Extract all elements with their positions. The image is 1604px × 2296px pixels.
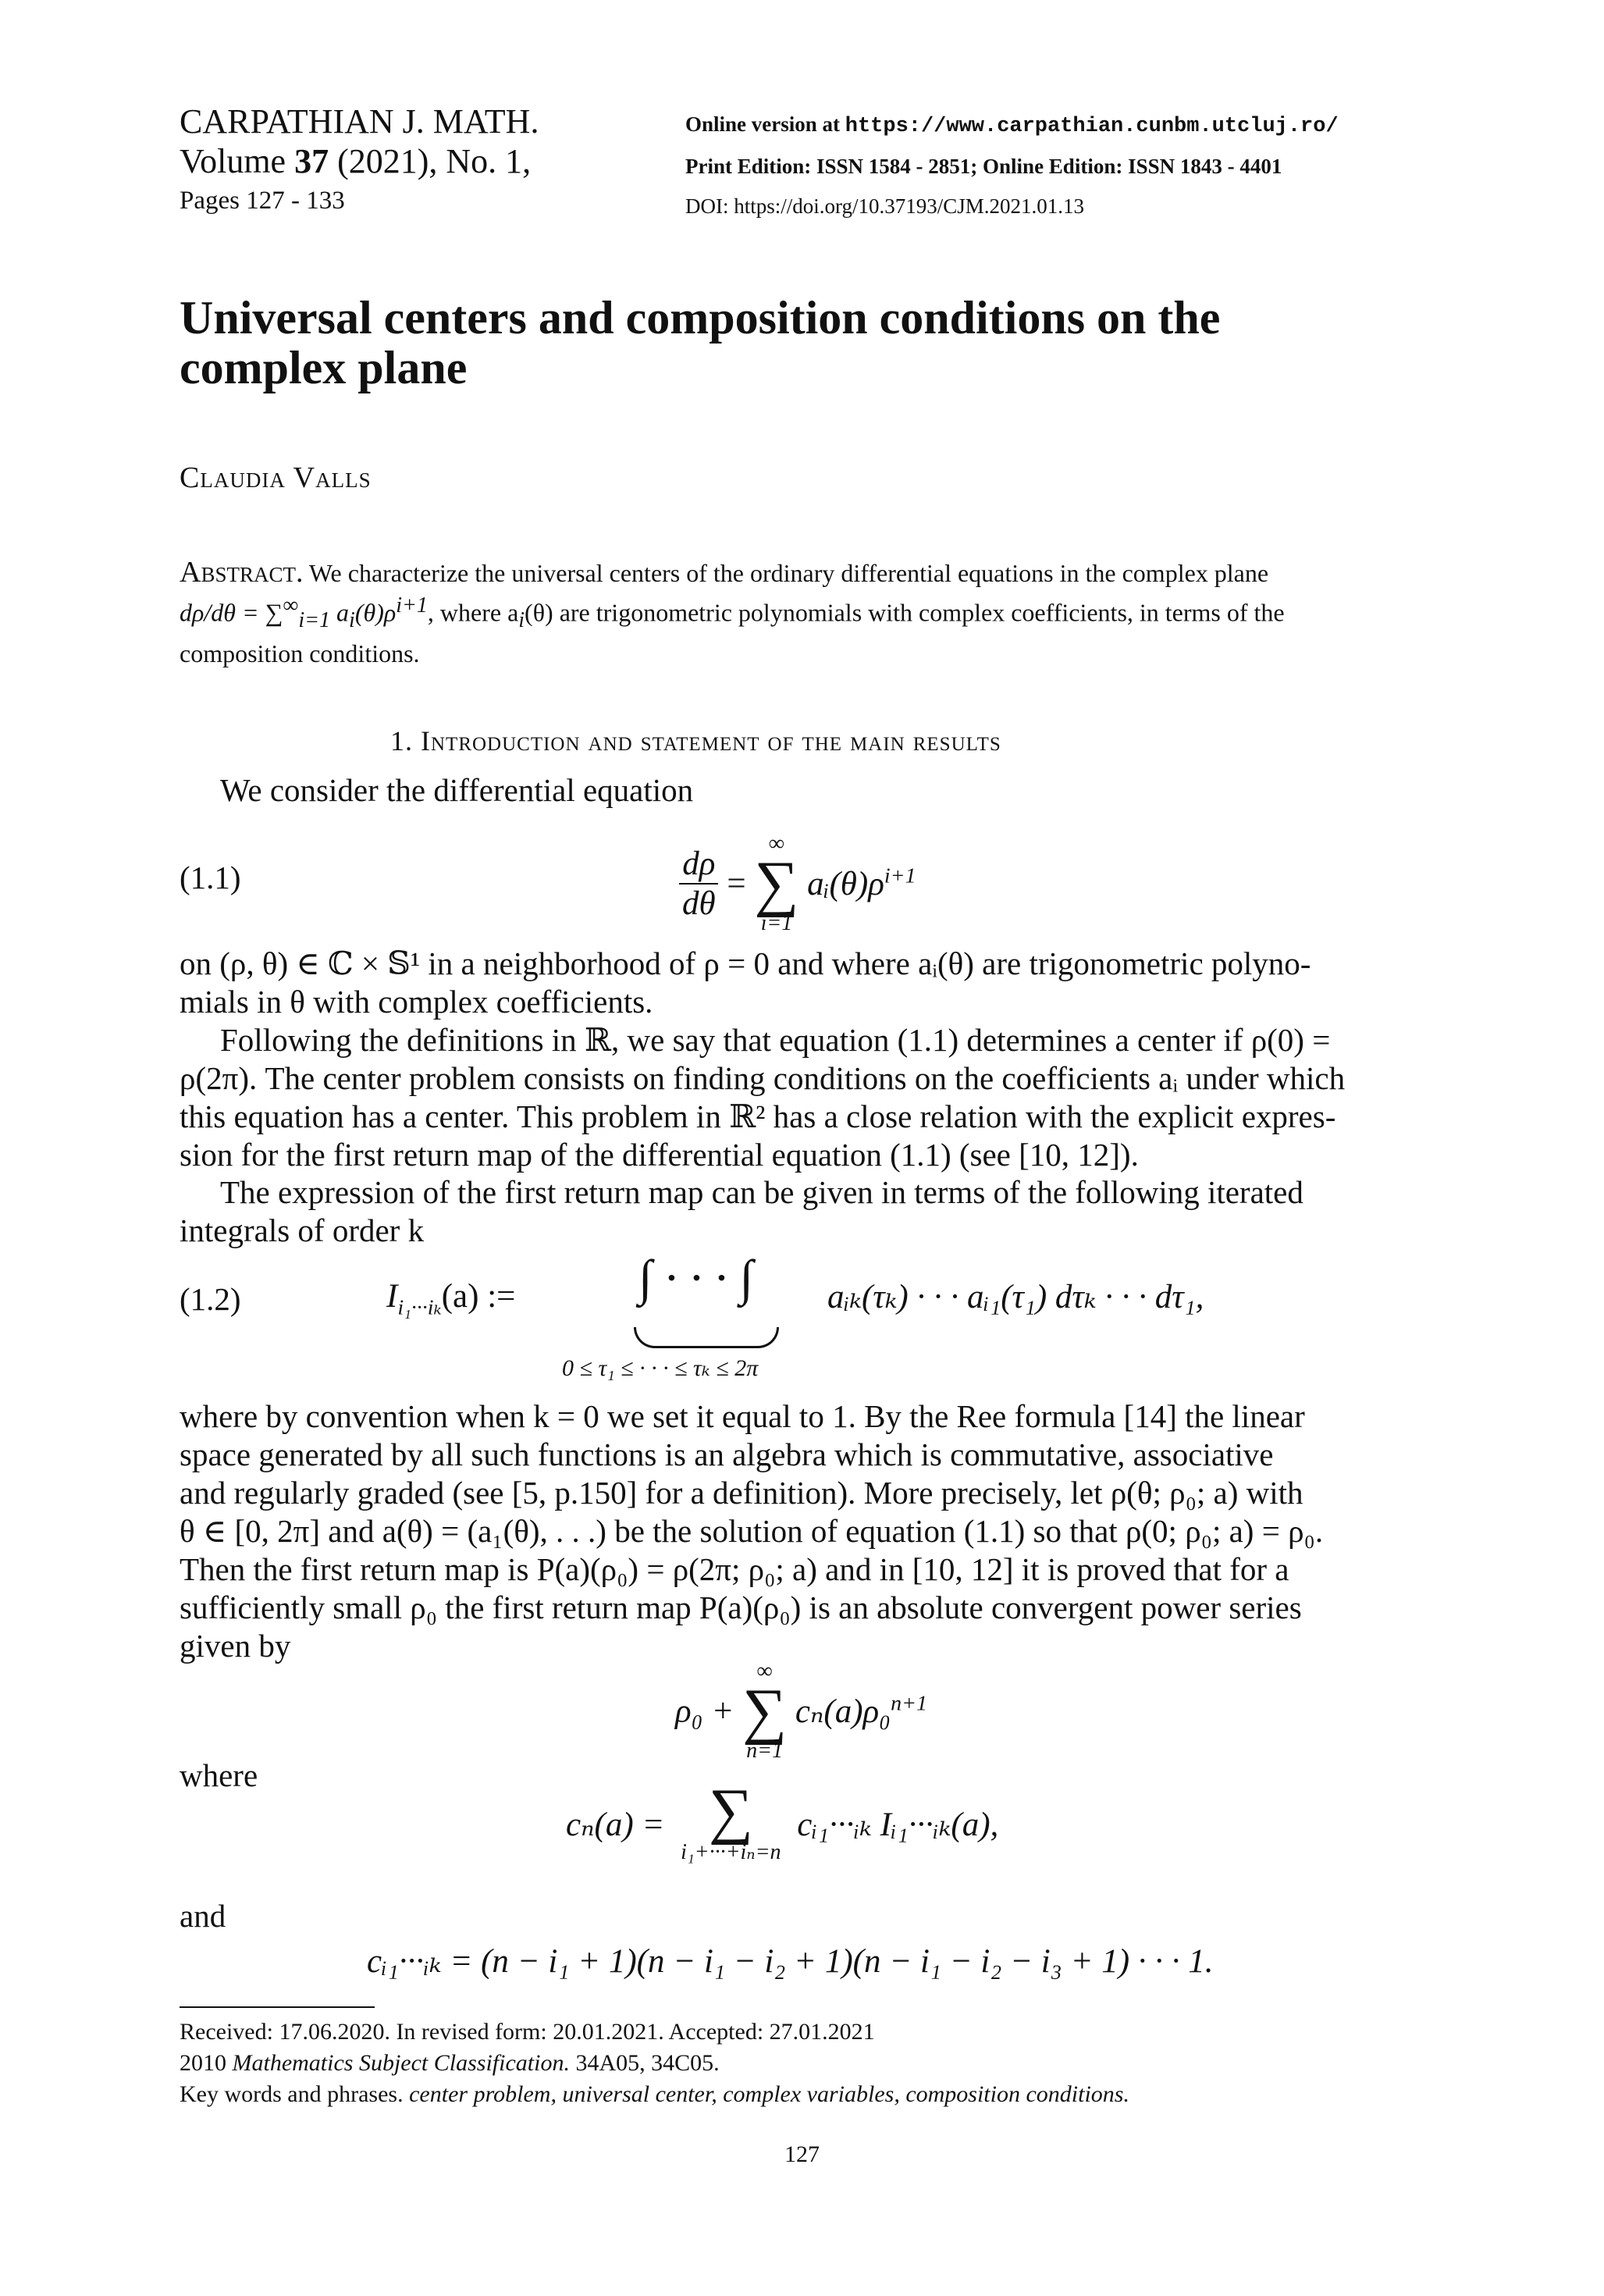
- sum-operator: ∞ ∑ i=1: [754, 831, 799, 935]
- section-heading: 1. Introduction and statement of the main results: [390, 725, 1001, 756]
- keywords: Key words and phrases. center problem, universal center, complex variables, composition conditions.: [180, 2081, 1129, 2107]
- equation-1-2-integrand: aᵢₖ(τₖ) · · · aᵢ₁(τ₁) dτₖ · · · dτ₁,: [827, 1279, 1204, 1315]
- paragraph-ree-formula: where by convention when k = 0 we set it equal to 1. By the Ree formula [14] the linear space generated by all such functions is an algebra which is commutative, associative and regularly graded (see [5, p.150] for a definition). More precisely, let ρ(θ; ρ₀; a) with θ ∈ [0, 2π] and a(θ) = (a₁(θ), . . .) be the solution of equation (1.1) so that ρ(0; ρ₀; a) = ρ₀. Then the first return map is P(a)(ρ₀) = ρ(2π; ρ₀; a) and in [10, 12] it is proved that for a sufficiently small ρ₀ the first return map P(a)(ρ₀) is an absolute convergent power series given by: [180, 1398, 1324, 1664]
- where-label: where: [180, 1757, 258, 1793]
- journal-name: CARPATHIAN J. MATH.: [180, 102, 539, 141]
- equation-label-1-2: (1.2): [180, 1281, 241, 1317]
- journal-volume: Volume 37 (2021), No. 1,: [180, 142, 532, 180]
- coefficient-equation: cᵢ₁···ᵢₖ = (n − i₁ + 1)(n − i₁ − i₂ + 1)(n − i₁ − i₂ − i₃ + 1) · · · 1.: [367, 1943, 1214, 1980]
- paragraph-intro: We consider the differential equation: [220, 772, 694, 808]
- cn-equation: cₙ(a) = ∑ i₁+···+iₙ=n cᵢ₁···ᵢₖ Iᵢ₁···ᵢₖ(a),: [566, 1777, 999, 1864]
- paragraph-center-definition: Following the definitions in ℝ, we say that equation (1.1) determines a center if ρ(0) = ρ(2π). The center problem consists on finding conditions on the coefficients aᵢ under which this equation has a center. This problem in ℝ² has a close relation with the explicit expres- sion for the first return map of the differential equation (1.1) (see [10, 12]).: [180, 1022, 1346, 1173]
- equation-1-2-lhs: $I_{i_1\cdot\cdot\cdot i_k}(a)$ :=: [386, 1278, 516, 1320]
- abstract: Abstract. We characterize the universal centers of the ordinary differential equations in the complex plane $d\rho/d\theta = \sum^\infty_{i=1}$ $a_i(\theta)\rho^{i+1}$, where $a_i(\theta)$ are trigonometric polynomials with complex coefficients, in terms of the composition conditions.: [180, 556, 1285, 668]
- page-number: 127: [784, 2141, 820, 2167]
- equation-label-1-1: (1.1): [180, 860, 241, 895]
- fraction-drho-dtheta: $\frac{d\rho}{d\theta}$: [679, 845, 719, 923]
- issn-line: Print Edition: ISSN 1584 - 2851; Online Edition: ISSN 1843 - 4401: [685, 155, 1282, 178]
- multiple-integral: ∫ · · · ∫: [638, 1250, 754, 1305]
- journal-url[interactable]: https://www.carpathian.cunbm.utcluj.ro/: [845, 115, 1339, 138]
- online-version: Online version at https://www.carpathian.cunbm.utcluj.ro/: [685, 112, 1339, 138]
- received-dates: Received: 17.06.2020. In revised form: 20.01.2021. Accepted: 27.01.2021: [180, 2019, 875, 2045]
- paper-title: Universal centers and composition conditions on the complex plane: [180, 292, 1221, 393]
- underbrace: [634, 1327, 779, 1348]
- abstract-label: Abstract.: [180, 556, 304, 589]
- equation-1-1: $\frac{d\rho}{d\theta}$ = ∞ ∑ i=1 $aᵢ(\theta)\rho^{i+1}$: [679, 831, 916, 936]
- footnotes: [180, 2017, 1129, 2110]
- msc-classification: 2010 Mathematics Subject Classification. 34A05, 34C05.: [180, 2050, 720, 2076]
- integration-range: 0 ≤ τ₁ ≤ · · · ≤ τₖ ≤ 2π: [562, 1355, 759, 1381]
- cn-sum-operator: ∑ i₁+···+iₙ=n: [681, 1777, 781, 1864]
- publication-info: [685, 105, 1339, 226]
- paragraph-domain: on (ρ, θ) ∈ ℂ × 𝕊¹ in a neighborhood of ρ = 0 and where aᵢ(θ) are trigonometric polyno- mials in θ with complex coefficients.: [180, 945, 1311, 1020]
- journal-pages: Pages 127 - 133: [180, 187, 345, 215]
- footnote-rule: [180, 2006, 375, 2008]
- series-equation: ρ₀ + ∞ ∑ n=1 cₙ(a)ρ₀$^{n+1}$: [675, 1659, 927, 1763]
- journal-header: [180, 101, 539, 221]
- and-label: and: [180, 1898, 226, 1934]
- series-sum-operator: ∞ ∑ n=1: [742, 1659, 788, 1763]
- author-name: Claudia Valls: [180, 461, 372, 494]
- paragraph-iterated-integrals: The expression of the first return map can be given in terms of the following iterated integrals of order k: [180, 1174, 1303, 1248]
- doi-line[interactable]: DOI: https://doi.org/10.37193/CJM.2021.01.13: [685, 194, 1085, 218]
